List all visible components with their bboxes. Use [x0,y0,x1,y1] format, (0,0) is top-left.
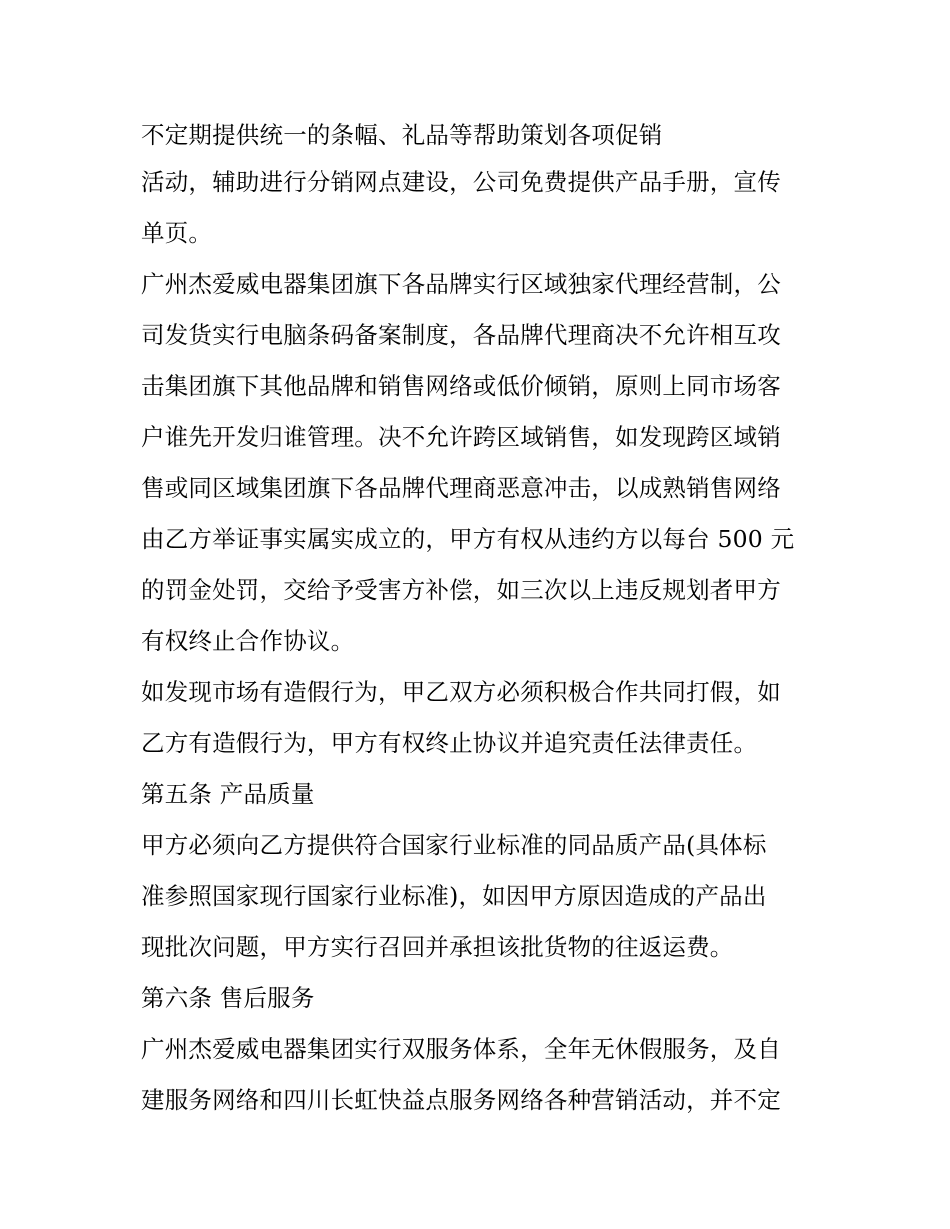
text-line: 如发现市场有造假行为，甲乙双方必须积极合作共同打假，如 [141,678,781,706]
section-heading: 第六条 售后服务 [141,984,315,1012]
text-line: 现批次问题，甲方实行召回并承担该批货物的往返运费。 [141,933,734,961]
text-line: 准参照国家现行国家行业标准)，如因甲方原因造成的产品出 [141,882,767,910]
text-line: 由乙方举证事实属实成立的，甲方有权从违约方以每台 500 元 [141,525,795,553]
text-line: 甲方必须向乙方提供符合国家行业标准的同品质产品(具体标 [141,831,767,859]
text-line: 单页。 [141,219,213,247]
text-line: 活动，辅助进行分销网点建设，公司免费提供产品手册，宣传 [141,168,781,196]
text-line: 击集团旗下其他品牌和销售网络或低价倾销，原则上同市场客 [141,372,781,400]
text-line: 售或同区域集团旗下各品牌代理商恶意冲击，以成熟销售网络 [141,474,781,502]
text-line: 不定期提供统一的条幅、礼品等帮助策划各项促销 [141,121,663,149]
text-line: 建服务网络和四川长虹快益点服务网络各种营销活动，并不定 [141,1086,781,1114]
document-body [141,113,816,1126]
text-line: 广州杰爱威电器集团旗下各品牌实行区域独家代理经营制，公 [141,270,781,298]
text-line: 司发货实行电脑条码备案制度，各品牌代理商决不允许相互攻 [141,321,781,349]
text-line: 户谁先开发归谁管理。决不允许跨区域销售，如发现跨区域销 [141,423,781,451]
text-line: 有权终止合作协议。 [141,627,355,655]
section-heading: 第五条 产品质量 [141,780,315,808]
text-line: 广州杰爱威电器集团实行双服务体系，全年无休假服务，及自 [141,1035,781,1063]
text-line: 的罚金处罚，交给予受害方补偿，如三次以上违反规划者甲方 [141,576,781,604]
text-line: 乙方有造假行为，甲方有权终止协议并追究责任法律责任。 [141,729,758,757]
